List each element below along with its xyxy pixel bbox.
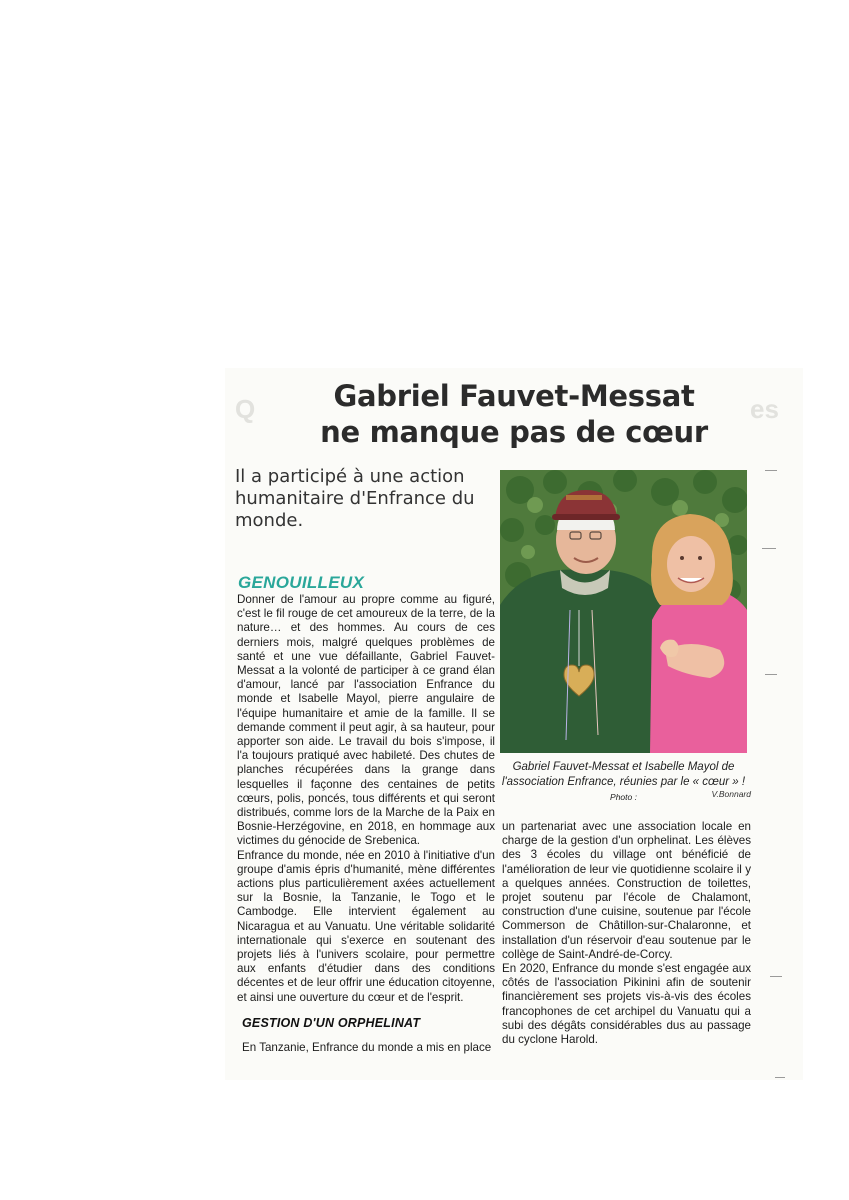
headline-line-1: Gabriel Fauvet-Messat bbox=[333, 379, 695, 413]
paragraph-3: En Tanzanie, Enfrance du monde a mis en place bbox=[242, 1041, 492, 1054]
paragraph-1: Donner de l'amour au propre comme au figuré, c'est le fil rouge de cet amoureux de la terre, de la nature… et des hommes. Au cours de ces derniers mois, malgré quelques problèmes de santé et une vue défaillante, Gabriel Fauvet-Messat a la volonté de participer à ce grand élan d'amour, lancé par l'association Enfrance du monde et Isabelle Mayol, pierre angulaire de l'équipe humanitaire et amie de la famille. Il se demande comment il peut agir, à sa hauteur, pour apporter son aide. Le travail du bois s'impose, il l'a toujours pratiqué avec habileté. Des chutes de planches récupérées dans la grange dans lesquelles il façonne des centaines de petits cœurs, polis, poncés, tous différents et qui seront distribués, comme lors de la Marche de la Paix en Bosnie-Herzégovine, en 2018, en hommage aux victimes du génocide de Srebenica. bbox=[237, 593, 495, 848]
photo-credit: V.Bonnard bbox=[711, 789, 751, 799]
newspaper-clipping bbox=[225, 368, 803, 1080]
headline-line-2: ne manque pas de cœur bbox=[320, 415, 708, 449]
section-heading: GESTION D'UN ORPHELINAT bbox=[242, 1016, 421, 1030]
paragraph-4: un partenariat avec une association locale en charge de la gestion d'un orphelinat. Les élèves des 3 écoles du village ont bénéficié de l'amélioration de leur vie quotidienne scolaire il y a quelques années. Construction de toilettes, projet soutenu par l'école de Chalamont, construction d'une cuisine, soutenue par l'école Commerson de Châtillon-sur-Chalaronne, et installation d'un réservoir d'eau soutenue par le collège de Saint-André-de-Corcy. bbox=[502, 820, 751, 961]
scan-mark bbox=[765, 674, 777, 675]
paragraph-5: En 2020, Enfrance du monde s'est engagée aux côtés de l'association Pikinini afin de soutenir financièrement ses projets vis-à-vis des écoles francophones de cet archipel du Vanuatu qui a subi des dégâts considérables dus au passage du cyclone Harold. bbox=[502, 962, 751, 1047]
caption-text: Gabriel Fauvet-Messat et Isabelle Mayol de l'association Enfrance, réunies par le « cœur » ! bbox=[501, 761, 746, 788]
scan-mark bbox=[775, 1077, 785, 1078]
scan-mark bbox=[762, 548, 776, 549]
photo-credit-label: Photo : bbox=[610, 792, 637, 802]
bleed-through-text: es bbox=[750, 394, 779, 424]
bleed-through-text: Q bbox=[235, 394, 256, 424]
standfirst: Il a participé à une action humanitaire d'Enfrance du monde. bbox=[235, 466, 475, 531]
location-kicker: GENOUILLEUX bbox=[238, 573, 365, 592]
scan-mark bbox=[770, 976, 782, 977]
paragraph-2: Enfrance du monde, née en 2010 à l'initiative d'un groupe d'amis épris d'humanité, mène différentes actions plus particulièrement axées actuellement sur la Bosnie, la Tanzanie, le Togo et le Cambodge. Elle intervient également au Nicaragua et au Vanuatu. Une véritable solidarité internationale qui s'exerce en soutenant des projets liés à l'univers scolaire, pour permettre aux enfants d'étudier dans des conditions décentes et de leur offrir une éducation citoyenne, et ainsi une ouverture du cœur et de l'esprit. bbox=[237, 848, 495, 1004]
article-column-right bbox=[502, 820, 751, 1047]
article-photo bbox=[500, 470, 747, 753]
article-column-left bbox=[237, 593, 495, 1005]
scan-mark bbox=[765, 470, 777, 471]
headline bbox=[225, 378, 803, 450]
